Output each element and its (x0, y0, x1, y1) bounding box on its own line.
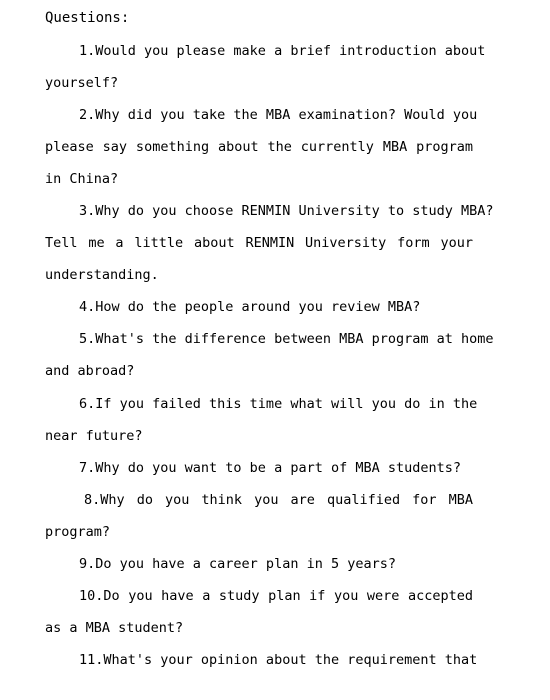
question-3-line-2: Tell me a little about RENMIN University form your (45, 235, 473, 251)
question-1-line-2: yourself? (45, 75, 119, 91)
question-8-line-2: program? (45, 524, 111, 540)
question-8-line-1: 8.Why do you think you are qualified for MBA (84, 492, 473, 508)
question-3-line-3: understanding. (45, 267, 159, 283)
question-5-line-2: and abroad? (45, 363, 135, 379)
question-2-line-2: please say something about the currently MBA program (45, 139, 473, 155)
question-4-line-1: 4.How do the people around you review MBA? (79, 299, 421, 315)
question-10-line-1: 10.Do you have a study plan if you were accepted (79, 588, 473, 604)
question-10-line-2: as a MBA student? (45, 620, 184, 636)
question-2-line-1: 2.Why did you take the MBA examination? Would you (79, 107, 478, 123)
question-2-line-3: in China? (45, 171, 119, 187)
question-5-line-1: 5.What's the difference between MBA program at home (79, 331, 494, 347)
question-3-line-1: 3.Why do you choose RENMIN University to study MBA? (79, 203, 494, 219)
questions-heading: Questions: (45, 10, 130, 26)
question-1-line-1: 1.Would you please make a brief introduction about (79, 43, 486, 59)
question-6-line-1: 6.If you failed this time what will you do in the (79, 396, 478, 412)
question-11-line-1: 11.What's your opinion about the requirement that (79, 652, 478, 668)
question-7-line-1: 7.Why do you want to be a part of MBA students? (79, 460, 462, 476)
question-9-line-1: 9.Do you have a career plan in 5 years? (79, 556, 396, 572)
question-6-line-2: near future? (45, 428, 143, 444)
